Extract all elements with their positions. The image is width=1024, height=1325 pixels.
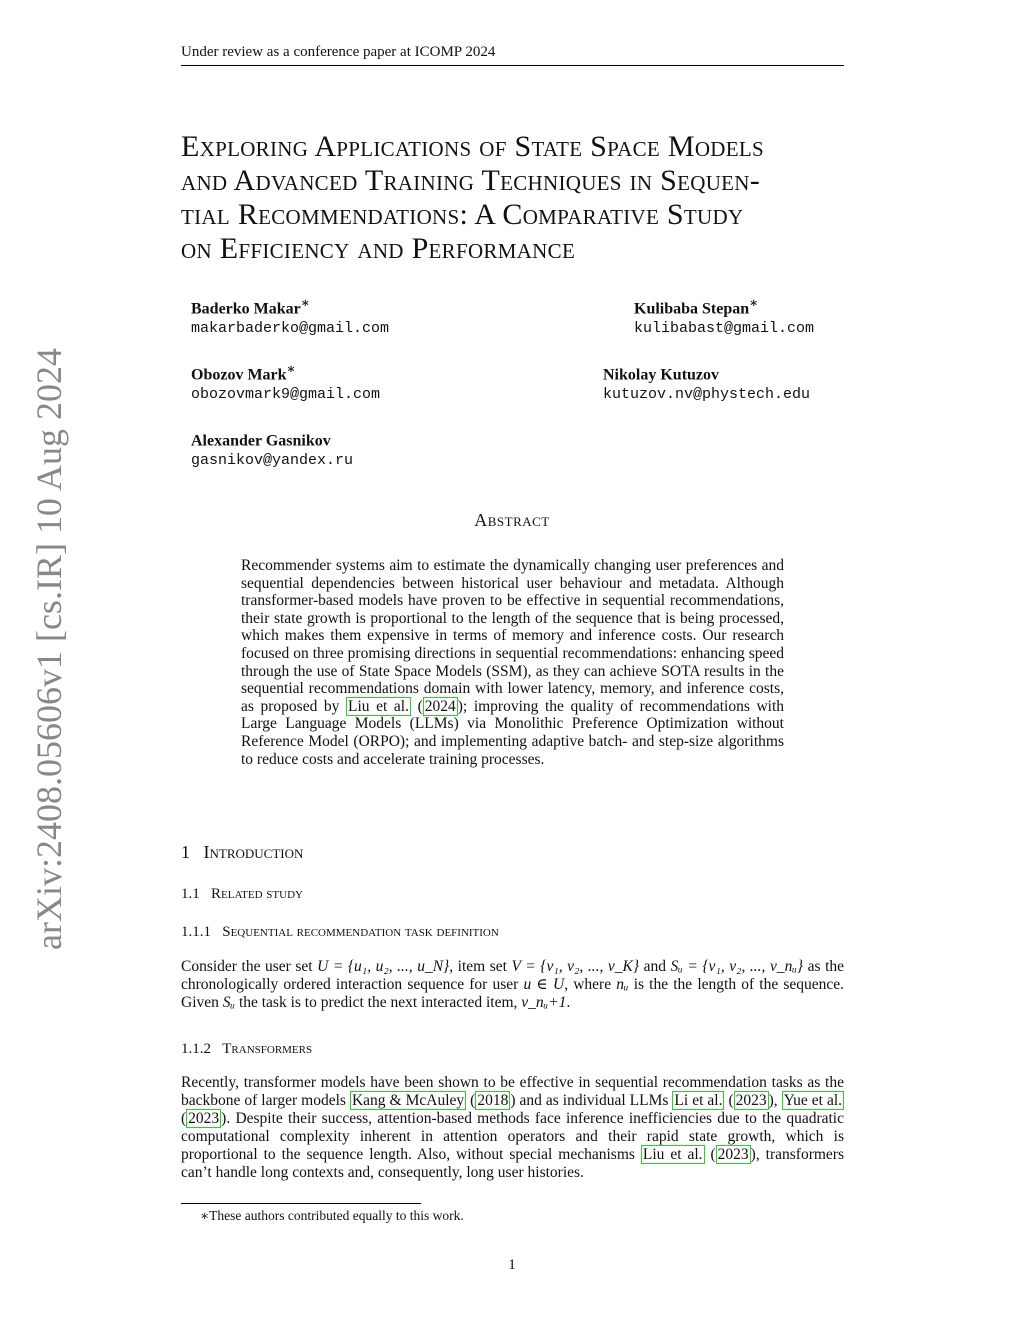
header-rule [181,65,844,66]
running-header: Under review as a conference paper at ICOMP 2024 [181,44,496,60]
math: u ∈ U [523,976,565,993]
title-line: tial Recommendations: A Comparative Study [181,198,744,231]
paragraph-task-definition [181,958,844,1012]
author-block [634,293,814,339]
math: V = {v₁, v₂, ..., v_K} [511,958,640,975]
citation-link[interactable]: Yue et al. [783,1092,843,1109]
text: Recently, transformer models have been shown to be effective in sequential recommendation tasks as the backbone of larger models [181,1074,844,1109]
author-mark: ∗ [300,295,310,310]
citation-link[interactable]: Liu et al. [348,697,409,715]
abstract-text: Recommender systems aim to estimate the dynamically changing user preferences and sequential dependencies between historical user behaviour and metadata. Although transformer-based models have proven to be effective in sequential recommendations, their state growth is proportional to the length of the sequence that is being processed, which makes them expensive in terms of memory and inference costs. Our research focused on three promising directions in sequential recommendations: enhancing speed through the use of State Space Models (SSM), as they can achieve SOTA results in the sequential recommendations domain with lower latency, memory, and inference costs, as proposed by [241,557,784,715]
text: is the the length of the sequence. Given [181,976,845,1011]
citation-year-link[interactable]: 2018 [477,1092,509,1109]
subsubsection-heading [181,1041,312,1058]
author-email[interactable]: kulibabast@gmail.com [634,320,815,338]
author-block [191,293,389,339]
text: , item set [449,958,507,975]
section-title: Transformers [222,1041,313,1057]
arxiv-stamp: arXiv:2408.05606v1 [cs.IR] 10 Aug 2024 [29,348,69,950]
title-line: on Efficiency and Performance [181,232,576,265]
text: , transformers can’t handle long contexts and, consequently, long user histories. [181,1146,844,1181]
author-email[interactable]: kutuzov.nv@phystech.edu [603,386,811,404]
abstract-body: Recommender systems aim to estimate the dynamically changing user preferences and sequential dependencies between historical user behaviour and metadata. Although transformer-based models have proven to be effective in sequential recommendations, their state growth is proportional to the length of the sequence that is being processed, which makes them expensive in terms of memory and inference costs. Our research focused on three promising directions in sequential recommendations: enhancing speed through the use of State Space Models (SSM), as they can achieve SOTA results in the sequential recommendations domain with lower latency, memory, and inference costs, as proposed by Liu et al. ( 2024 ); improving the quality of recommendations with Large Language Models (LLMs) via Monolithic Preference Optimization without Reference Model (ORPO); and implementing adaptive batch- and step-size algorithms to reduce costs and accelerate training processes. [241,557,784,768]
text: the task is to predict the next interacted item, [238,994,518,1011]
author-name: Obozov Mark [191,366,287,384]
page-number: 1 [508,1257,516,1273]
citation-link[interactable]: Li et al. [674,1092,723,1109]
text: and as individual LLMs [519,1092,669,1109]
author-name: Nikolay Kutuzov [603,366,720,384]
author-block [603,359,810,405]
text: as the chronologically ordered interaction sequence for user [181,958,845,993]
author-mark: ∗ [286,361,296,376]
citation-link[interactable]: Kang & McAuley [351,1092,465,1109]
math: Sᵤ = {v₁, v₂, ..., v_nᵤ} [670,958,804,975]
citation-year-link[interactable]: 2023 [717,1146,749,1163]
author-block [191,425,353,471]
text: and [643,958,666,975]
math: U = {u₁, u₂, ..., u_N} [317,958,450,975]
text: . Despite their success, attention-based methods face inference inefficiencies due to the quadratic computational complexity inherent in attention operators and their rapid state growth, which is proportional to the sequence length. Also, without special mechanisms [181,1110,844,1163]
abstract-text: ; improving the quality of recommendations with Large Language Models (LLMs) via Monolithic Preference Optimization without Reference Model (ORPO); and implementing adaptive batch- and step-size algorithms to reduce costs and accelerate training processes. [241,697,784,768]
paper-title [181,130,844,266]
text: Consider the user set [181,958,313,975]
abstract-heading: Abstract [474,510,550,530]
author-email[interactable]: obozovmark9@gmail.com [191,386,381,404]
text: , where [564,976,612,993]
author-name: Kulibaba Stepan [634,300,750,318]
footnote: ∗These authors contributed equally to this work. [200,1208,464,1223]
section-number: 1.1.2 [181,1041,211,1057]
title-line: and Advanced Training Techniques in Sequen- [181,164,761,197]
subsection-heading [181,886,303,903]
section-heading [181,842,303,863]
citation-year-link[interactable]: 2023 [735,1092,767,1109]
author-name: Baderko Makar [191,300,301,318]
math: v_nᵤ+1 [521,994,567,1011]
section-number: 1.1.1 [181,924,211,940]
footnote-rule [181,1203,421,1204]
section-title: Sequential recommendation task definition [222,924,499,940]
author-email[interactable]: makarbaderko@gmail.com [191,320,390,338]
math: Sᵤ [222,994,236,1011]
title-line: Exploring Applications of State Space Models [181,130,765,163]
section-title: Introduction [203,842,304,862]
author-name: Alexander Gasnikov [191,432,331,450]
section-number: 1.1 [181,886,200,902]
citation-year-link[interactable]: 2024 [424,697,456,715]
author-block [191,359,380,405]
author-email[interactable]: gasnikov@yandex.ru [191,452,354,470]
subsubsection-heading [181,924,499,941]
math: nᵤ [616,976,629,993]
paragraph-transformers: Recently, transformer models have been shown to be effective in sequential recommendation tasks as the backbone of larger models Kang & McAuley ( 2018 ) and as individual LLMs Li et al. ( 2023 ), Yue et al. ( 2023 ). Despite their success, attention-based methods face inference inefficiencies due to the quadratic computational complexity inherent in attention operators and their rapid state growth, which is proportional to the sequence length. Also, without special mechanisms Liu et al. ( 2023 ), transformers can’t handle long contexts and, consequently, long user histories. [181,1074,844,1181]
author-mark: ∗ [749,295,759,310]
section-number: 1 [181,842,190,862]
citation-link[interactable]: Liu et al. [642,1146,703,1163]
citation-year-link[interactable]: 2023 [188,1110,220,1127]
section-title: Related study [211,886,303,902]
text: . [566,994,571,1011]
